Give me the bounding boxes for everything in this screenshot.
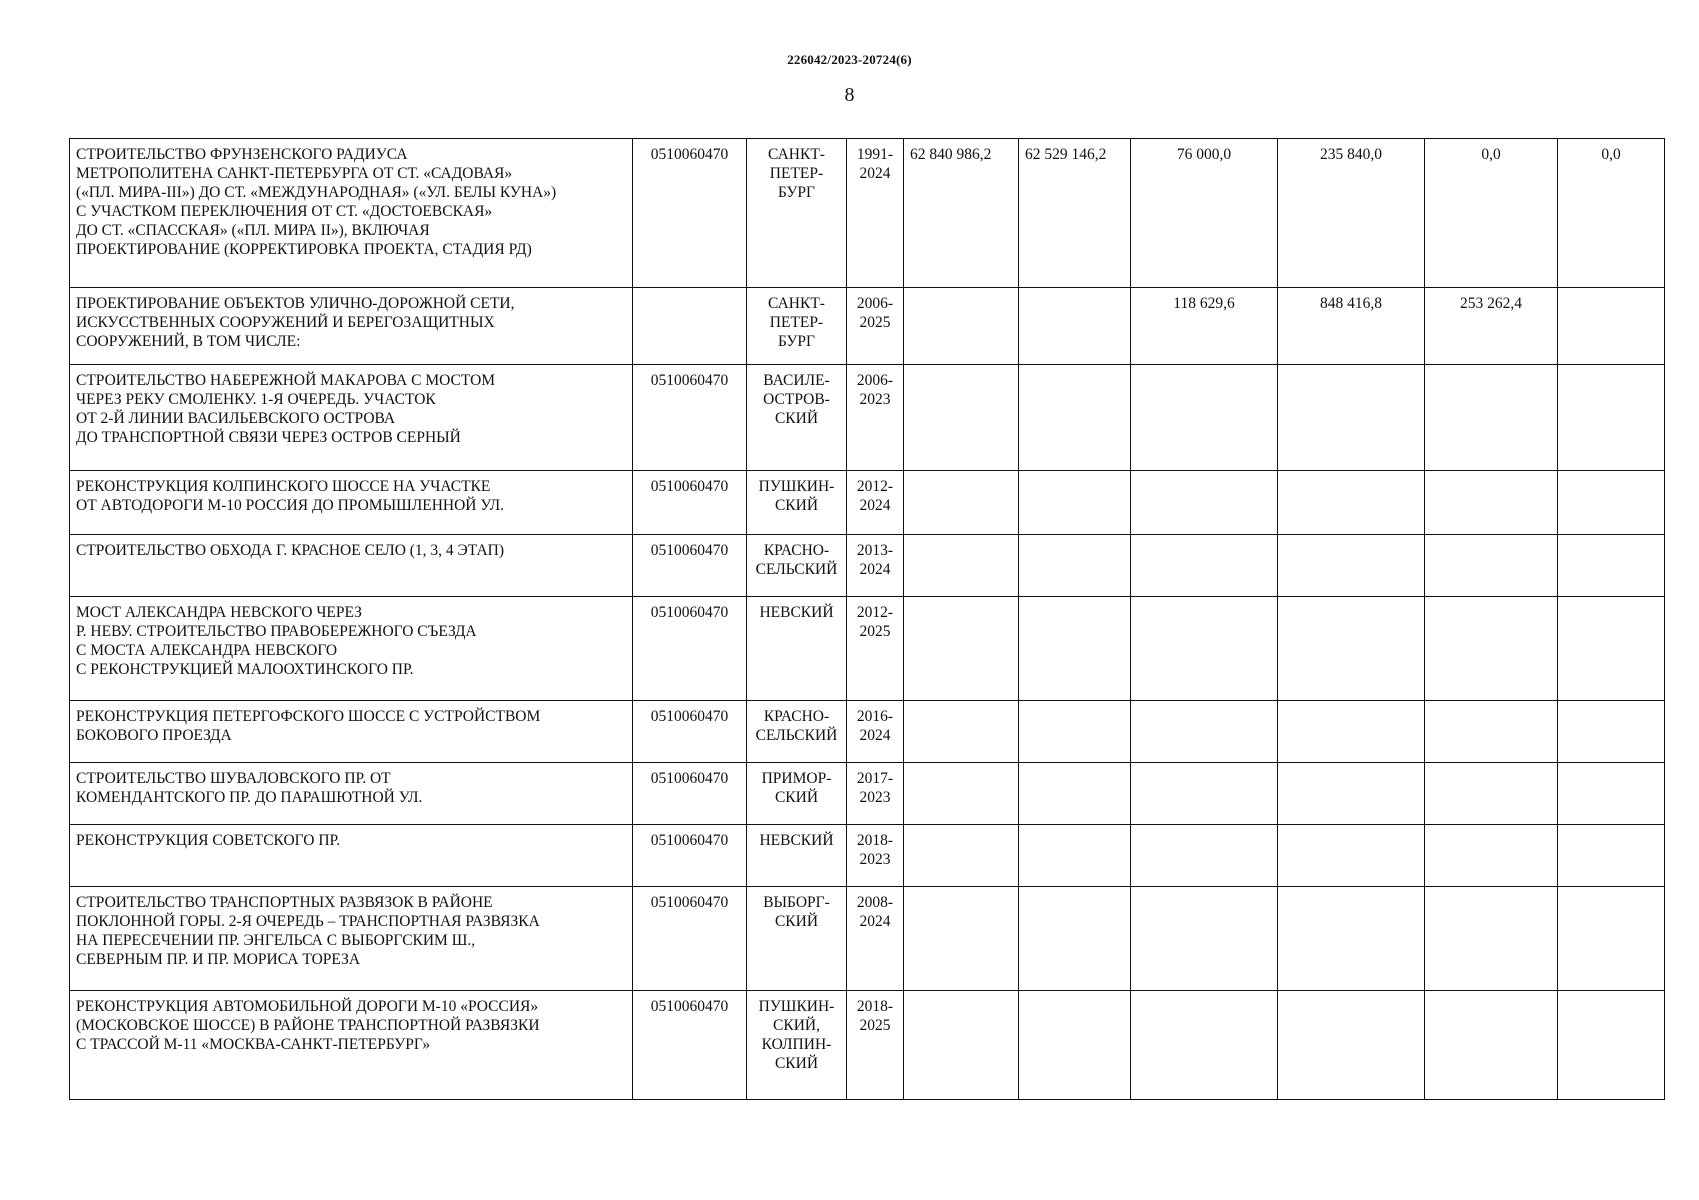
district-cell: ВАСИЛЕ- ОСТРОВ- СКИЙ — [747, 365, 847, 471]
years-cell: 2013- 2024 — [847, 535, 904, 597]
table-row — [70, 887, 1665, 991]
budget-code-cell: 0510060470 — [633, 825, 747, 887]
table-row — [70, 825, 1665, 887]
value-1-cell — [904, 991, 1019, 1100]
value-2-cell — [1019, 887, 1131, 991]
value-2-cell — [1019, 763, 1131, 825]
value-2-cell — [1019, 288, 1131, 365]
value-5-cell — [1425, 991, 1558, 1100]
years-cell: 2012- 2024 — [847, 471, 904, 535]
value-2-cell — [1019, 701, 1131, 763]
value-5-cell: 0,0 — [1425, 139, 1558, 288]
value-1-cell — [904, 288, 1019, 365]
value-4-cell — [1278, 825, 1425, 887]
years-cell: 2018- 2023 — [847, 825, 904, 887]
years-cell: 2017- 2023 — [847, 763, 904, 825]
project-name-cell: РЕКОНСТРУКЦИЯ АВТОМОБИЛЬНОЙ ДОРОГИ М-10 «РОССИЯ» (МОСКОВСКОЕ ШОССЕ) В РАЙОНЕ ТРАНСПОРТНОЙ РАЗВЯЗКИ С ТРАССОЙ М-11 «МОСКВА-САНКТ-ПЕТЕРБУРГ» — [70, 991, 633, 1100]
budget-code-cell: 0510060470 — [633, 887, 747, 991]
value-3-cell — [1131, 365, 1278, 471]
project-name-cell: СТРОИТЕЛЬСТВО ФРУНЗЕНСКОГО РАДИУСА МЕТРОПОЛИТЕНА САНКТ-ПЕТЕРБУРГА ОТ СТ. «САДОВАЯ» («ПЛ. МИРА-III») ДО СТ. «МЕЖДУНАРОДНАЯ» («УЛ. БЕЛЫ КУНА») С УЧАСТКОМ ПЕРЕКЛЮЧЕНИЯ ОТ СТ. «ДОСТОЕВСКАЯ» ДО СТ. «СПАССКАЯ» («ПЛ. МИРА II»), ВКЛЮЧАЯ ПРОЕКТИРОВАНИЕ (КОРРЕКТИРОВКА ПРОЕКТА, СТАДИЯ РД) — [70, 139, 633, 288]
table-row — [70, 597, 1665, 701]
value-6-cell — [1558, 288, 1665, 365]
value-3-cell — [1131, 535, 1278, 597]
district-cell: КРАСНО- СЕЛЬСКИЙ — [747, 701, 847, 763]
district-cell: САНКТ- ПЕТЕР- БУРГ — [747, 139, 847, 288]
value-6-cell — [1558, 887, 1665, 991]
table-row — [70, 365, 1665, 471]
value-6-cell — [1558, 763, 1665, 825]
project-name-cell: СТРОИТЕЛЬСТВО ОБХОДА Г. КРАСНОЕ СЕЛО (1, 3, 4 ЭТАП) — [70, 535, 633, 597]
document-number: 226042/2023-20724(6) — [787, 52, 912, 67]
value-4-cell: 235 840,0 — [1278, 139, 1425, 288]
years-cell: 1991- 2024 — [847, 139, 904, 288]
table-row — [70, 288, 1665, 365]
value-6-cell — [1558, 471, 1665, 535]
budget-code-cell: 0510060470 — [633, 139, 747, 288]
budget-code-cell: 0510060470 — [633, 471, 747, 535]
value-1-cell — [904, 597, 1019, 701]
value-6-cell — [1558, 991, 1665, 1100]
value-4-cell — [1278, 365, 1425, 471]
value-2-cell — [1019, 365, 1131, 471]
value-6-cell — [1558, 701, 1665, 763]
value-3-cell — [1131, 991, 1278, 1100]
years-cell: 2006- 2025 — [847, 288, 904, 365]
district-cell: ПУШКИН- СКИЙ — [747, 471, 847, 535]
district-cell: САНКТ- ПЕТЕР- БУРГ — [747, 288, 847, 365]
value-6-cell — [1558, 825, 1665, 887]
value-2-cell: 62 529 146,2 — [1019, 139, 1131, 288]
district-cell: ВЫБОРГ- СКИЙ — [747, 887, 847, 991]
page-number: 8 — [844, 84, 855, 106]
value-2-cell — [1019, 991, 1131, 1100]
value-4-cell — [1278, 763, 1425, 825]
value-6-cell — [1558, 535, 1665, 597]
value-5-cell — [1425, 535, 1558, 597]
value-1-cell — [904, 471, 1019, 535]
project-name-cell: РЕКОНСТРУКЦИЯ ПЕТЕРГОФСКОГО ШОССЕ С УСТРОЙСТВОМ БОКОВОГО ПРОЕЗДА — [70, 701, 633, 763]
value-5-cell — [1425, 597, 1558, 701]
budget-code-cell: 0510060470 — [633, 365, 747, 471]
value-2-cell — [1019, 471, 1131, 535]
value-3-cell: 76 000,0 — [1131, 139, 1278, 288]
years-cell: 2018- 2025 — [847, 991, 904, 1100]
project-name-cell: РЕКОНСТРУКЦИЯ КОЛПИНСКОГО ШОССЕ НА УЧАСТКЕ ОТ АВТОДОРОГИ М-10 РОССИЯ ДО ПРОМЫШЛЕННОЙ УЛ. — [70, 471, 633, 535]
value-1-cell — [904, 701, 1019, 763]
budget-code-cell: 0510060470 — [633, 763, 747, 825]
value-5-cell — [1425, 365, 1558, 471]
value-4-cell: 848 416,8 — [1278, 288, 1425, 365]
value-4-cell — [1278, 701, 1425, 763]
value-3-cell — [1131, 471, 1278, 535]
value-6-cell — [1558, 597, 1665, 701]
value-6-cell: 0,0 — [1558, 139, 1665, 288]
value-3-cell — [1131, 701, 1278, 763]
value-5-cell — [1425, 763, 1558, 825]
value-3-cell — [1131, 597, 1278, 701]
years-cell: 2008- 2024 — [847, 887, 904, 991]
value-2-cell — [1019, 535, 1131, 597]
value-1-cell — [904, 763, 1019, 825]
table-row — [70, 701, 1665, 763]
value-5-cell: 253 262,4 — [1425, 288, 1558, 365]
budget-code-cell: 0510060470 — [633, 701, 747, 763]
project-name-cell: СТРОИТЕЛЬСТВО ТРАНСПОРТНЫХ РАЗВЯЗОК В РАЙОНЕ ПОКЛОННОЙ ГОРЫ. 2-Я ОЧЕРЕДЬ – ТРАНСПОРТНАЯ РАЗВЯЗКА НА ПЕРЕСЕЧЕНИИ ПР. ЭНГЕЛЬСА С ВЫБОРГСКИМ Ш., СЕВЕРНЫМ ПР. И ПР. МОРИСА ТОРЕЗА — [70, 887, 633, 991]
district-cell: НЕВСКИЙ — [747, 825, 847, 887]
years-cell: 2016- 2024 — [847, 701, 904, 763]
value-1-cell — [904, 365, 1019, 471]
district-cell: ПУШКИН- СКИЙ, КОЛПИН- СКИЙ — [747, 991, 847, 1100]
budget-code-cell — [633, 288, 747, 365]
budget-code-cell: 0510060470 — [633, 535, 747, 597]
district-cell: НЕВСКИЙ — [747, 597, 847, 701]
table-row — [70, 139, 1665, 288]
table-row — [70, 991, 1665, 1100]
value-6-cell — [1558, 365, 1665, 471]
table-row — [70, 763, 1665, 825]
value-1-cell: 62 840 986,2 — [904, 139, 1019, 288]
value-4-cell — [1278, 597, 1425, 701]
budget-code-cell: 0510060470 — [633, 597, 747, 701]
value-3-cell — [1131, 887, 1278, 991]
value-2-cell — [1019, 597, 1131, 701]
value-1-cell — [904, 825, 1019, 887]
district-cell: КРАСНО- СЕЛЬСКИЙ — [747, 535, 847, 597]
value-5-cell — [1425, 701, 1558, 763]
years-cell: 2012- 2025 — [847, 597, 904, 701]
project-name-cell: СТРОИТЕЛЬСТВО ШУВАЛОВСКОГО ПР. ОТ КОМЕНДАНТСКОГО ПР. ДО ПАРАШЮТНОЙ УЛ. — [70, 763, 633, 825]
table-body — [70, 139, 1665, 1100]
value-5-cell — [1425, 471, 1558, 535]
district-cell: ПРИМОР- СКИЙ — [747, 763, 847, 825]
project-name-cell: ПРОЕКТИРОВАНИЕ ОБЪЕКТОВ УЛИЧНО-ДОРОЖНОЙ СЕТИ, ИСКУССТВЕННЫХ СООРУЖЕНИЙ И БЕРЕГОЗАЩИТНЫХ СООРУЖЕНИЙ, В ТОМ ЧИСЛЕ: — [70, 288, 633, 365]
table-row — [70, 471, 1665, 535]
value-4-cell — [1278, 887, 1425, 991]
value-3-cell — [1131, 763, 1278, 825]
value-4-cell — [1278, 535, 1425, 597]
value-2-cell — [1019, 825, 1131, 887]
value-4-cell — [1278, 471, 1425, 535]
budget-table — [69, 138, 1665, 1100]
value-5-cell — [1425, 887, 1558, 991]
value-5-cell — [1425, 825, 1558, 887]
years-cell: 2006- 2023 — [847, 365, 904, 471]
value-3-cell — [1131, 825, 1278, 887]
project-name-cell: СТРОИТЕЛЬСТВО НАБЕРЕЖНОЙ МАКАРОВА С МОСТОМ ЧЕРЕЗ РЕКУ СМОЛЕНКУ. 1-Я ОЧЕРЕДЬ. УЧАСТОК ОТ 2-Й ЛИНИИ ВАСИЛЬЕВСКОГО ОСТРОВА ДО ТРАНСПОРТНОЙ СВЯЗИ ЧЕРЕЗ ОСТРОВ СЕРНЫЙ — [70, 365, 633, 471]
value-1-cell — [904, 535, 1019, 597]
value-1-cell — [904, 887, 1019, 991]
budget-code-cell: 0510060470 — [633, 991, 747, 1100]
table-row — [70, 535, 1665, 597]
project-name-cell: РЕКОНСТРУКЦИЯ СОВЕТСКОГО ПР. — [70, 825, 633, 887]
value-4-cell — [1278, 991, 1425, 1100]
value-3-cell: 118 629,6 — [1131, 288, 1278, 365]
project-name-cell: МОСТ АЛЕКСАНДРА НЕВСКОГО ЧЕРЕЗ Р. НЕВУ. СТРОИТЕЛЬСТВО ПРАВОБЕРЕЖНОГО СЪЕЗДА С МОСТА АЛЕКСАНДРА НЕВСКОГО С РЕКОНСТРУКЦИЕЙ МАЛООХТИНСКОГО ПР. — [70, 597, 633, 701]
